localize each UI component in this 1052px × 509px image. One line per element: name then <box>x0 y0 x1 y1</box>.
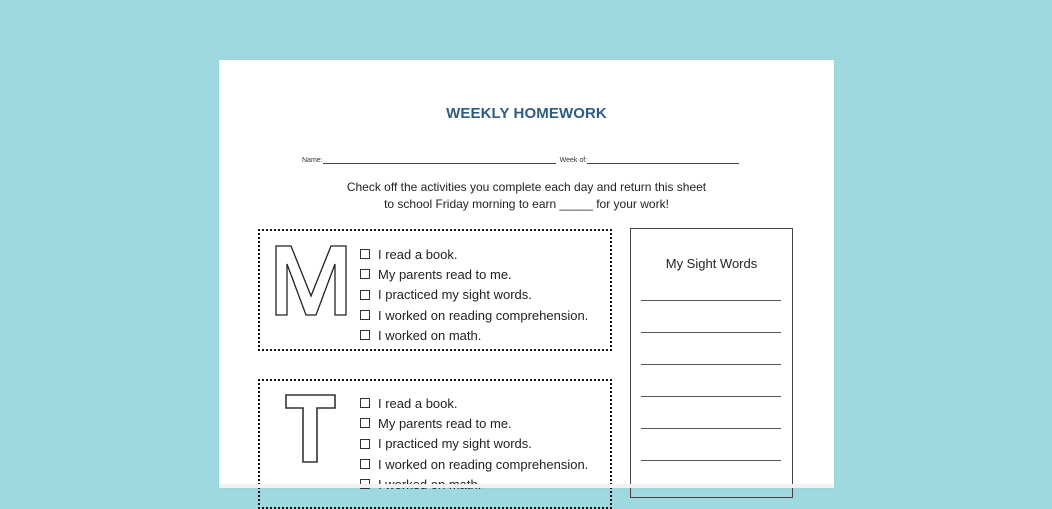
instructions-line-1: Check off the activities you complete each day and return this sheet <box>346 180 707 194</box>
checkbox[interactable] <box>360 398 370 408</box>
checklist-item[interactable] <box>360 305 588 325</box>
activity-label: My parents read to me. <box>378 415 512 431</box>
name-week-row <box>302 157 739 164</box>
sight-word-line[interactable] <box>641 428 781 429</box>
tuesday-checklist <box>360 393 588 494</box>
sight-word-line[interactable] <box>641 396 781 397</box>
sight-word-line[interactable] <box>641 364 781 365</box>
checkbox[interactable] <box>360 330 370 340</box>
name-field[interactable] <box>323 157 556 164</box>
checkbox[interactable] <box>360 290 370 300</box>
activity-label: I practiced my sight words. <box>378 436 532 452</box>
sight-word-line[interactable] <box>641 460 781 461</box>
checkbox[interactable] <box>360 310 370 320</box>
name-label: Name: <box>302 157 323 164</box>
week-field[interactable] <box>587 157 739 164</box>
checkbox[interactable] <box>360 249 370 259</box>
checklist-item[interactable] <box>360 244 588 264</box>
page-bottom-edge <box>219 484 834 488</box>
page-title: WEEKLY HOMEWORK <box>446 105 607 122</box>
checklist-item[interactable] <box>360 325 588 345</box>
activity-label: I worked on reading comprehension. <box>378 307 589 323</box>
checklist-item[interactable] <box>360 413 588 433</box>
checkbox[interactable] <box>360 418 370 428</box>
activity-label: I read a book. <box>378 395 458 411</box>
instructions <box>219 179 834 213</box>
sight-word-line[interactable] <box>641 332 781 333</box>
checklist-item[interactable] <box>360 434 588 454</box>
activity-label: I worked on reading comprehension. <box>378 456 589 472</box>
sight-words-box <box>630 228 793 498</box>
activity-label: I worked on math. <box>378 327 482 343</box>
checkbox[interactable] <box>360 459 370 469</box>
instructions-line-2: to school Friday morning to earn _____ for your work! <box>384 197 669 211</box>
checklist-item[interactable] <box>360 285 588 305</box>
day-box-monday <box>258 229 612 351</box>
checklist-item[interactable] <box>360 393 588 413</box>
day-box-tuesday <box>258 379 612 509</box>
checkbox[interactable] <box>360 269 370 279</box>
activity-label: I practiced my sight words. <box>378 287 532 303</box>
monday-checklist <box>360 244 588 345</box>
checklist-item[interactable] <box>360 454 588 474</box>
worksheet-page <box>219 60 834 488</box>
letter-t-icon <box>285 394 337 464</box>
sight-word-line[interactable] <box>641 300 781 301</box>
activity-label: I read a book. <box>378 246 458 262</box>
checklist-item[interactable] <box>360 264 588 284</box>
sight-words-title: My Sight Words <box>665 256 758 271</box>
activity-label: My parents read to me. <box>378 266 512 282</box>
checkbox[interactable] <box>360 439 370 449</box>
letter-m-icon <box>274 244 348 317</box>
week-label: Week of: <box>559 157 588 164</box>
